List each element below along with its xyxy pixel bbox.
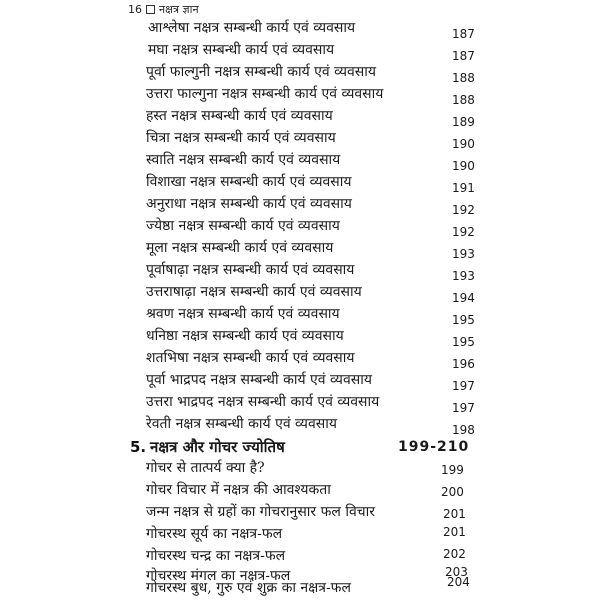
toc-entry — [0, 62, 600, 84]
toc-entry-title: शतभिषा नक्षत्र सम्बन्धी कार्य एवं व्यवसाय — [146, 350, 355, 366]
toc-entry-page: 187 — [452, 49, 475, 63]
toc-entry — [0, 502, 600, 524]
toc-entry-title: चित्रा नक्षत्र सम्बन्धी कार्य एवं व्यवसाय — [146, 130, 336, 146]
toc-entry-title: उत्तरा फाल्गुना नक्षत्र सम्बन्धी कार्य एवं व्यवसाय — [146, 86, 384, 102]
toc-entry — [0, 370, 600, 392]
toc-entry-page: 191 — [452, 181, 475, 195]
toc-entry-page: 192 — [452, 225, 475, 239]
toc-entry — [0, 458, 600, 480]
toc-entry-page: 203 — [445, 565, 468, 579]
page-number: 16 — [128, 3, 142, 16]
toc-entry — [0, 150, 600, 172]
toc-entry-page: 190 — [452, 137, 475, 151]
toc-entry-title: गोचरस्थ सूर्य का नक्षत्र-फल — [146, 526, 283, 542]
chapter-page-range: 199-210 — [398, 439, 470, 455]
chapter-title: नक्षत्र और गोचर ज्योतिष — [150, 438, 285, 456]
toc-entry-page: 198 — [452, 423, 475, 437]
toc-entry-title: गोचर से तात्पर्य क्या है? — [146, 460, 265, 476]
toc-entry-title: गोचर विचार में नक्षत्र की आवश्यकता — [146, 482, 331, 498]
toc-entry-title: मूला नक्षत्र सम्बन्धी कार्य एवं व्यवसाय — [146, 240, 334, 256]
toc-entry — [0, 128, 600, 150]
toc-entry — [0, 524, 600, 546]
book-title: नक्षत्र ज्ञान — [159, 3, 199, 16]
toc-entry-title: पूर्वा भाद्रपद नक्षत्र सम्बन्धी कार्य एवं व्यवसाय — [146, 372, 372, 388]
toc-entry-title: उत्तराषाढ़ा नक्षत्र सम्बन्धी कार्य एवं व्यवसाय — [146, 284, 362, 300]
toc-entry-page: 197 — [452, 379, 475, 393]
toc-entry-title: हस्त नक्षत्र सम्बन्धी कार्य एवं व्यवसाय — [146, 108, 333, 124]
toc-entry — [0, 260, 600, 282]
toc-entry-title: श्रवण नक्षत्र सम्बन्धी कार्य एवं व्यवसाय — [146, 306, 340, 322]
toc-entry — [0, 348, 600, 370]
toc-entry-page: 194 — [452, 291, 475, 305]
toc-entry — [0, 480, 600, 502]
toc-entry — [0, 282, 600, 304]
toc-entry — [0, 216, 600, 238]
toc-entry-page: 204 — [447, 575, 470, 589]
toc-entry — [0, 546, 600, 568]
toc-entry — [0, 18, 600, 40]
toc-entry-title: गोचरस्थ मंगल का नक्षत्र-फल — [146, 568, 291, 584]
toc-entry — [0, 392, 600, 414]
toc-entry-title: विशाखा नक्षत्र सम्बन्धी कार्य एवं व्यवसाय — [146, 174, 352, 190]
toc-entry — [0, 304, 600, 326]
toc-entry-page: 195 — [452, 335, 475, 349]
toc-entry-title: गोचरस्थ चन्द्र का नक्षत्र-फल — [146, 548, 286, 564]
toc-entry-page: 196 — [452, 357, 475, 371]
toc-entry-title: स्वाति नक्षत्र सम्बन्धी कार्य एवं व्यवसाय — [146, 152, 341, 168]
toc-entry-page: 190 — [452, 159, 475, 173]
toc-entry-page: 193 — [452, 269, 475, 283]
toc-entry-page: 189 — [452, 115, 475, 129]
toc-entry — [0, 172, 600, 194]
toc-entry-title: ज्येष्ठा नक्षत्र सम्बन्धी कार्य एवं व्यवसाय — [146, 218, 340, 234]
toc-entry — [0, 326, 600, 348]
toc-entry-title: उत्तरा भाद्रपद नक्षत्र सम्बन्धी कार्य एवं व्यवसाय — [146, 394, 380, 410]
toc-entry — [0, 106, 600, 128]
toc-entry-page: 202 — [443, 547, 466, 561]
toc-entry-page: 192 — [452, 203, 475, 217]
toc-entry-title: रेवती नक्षत्र सम्बन्धी कार्य एवं व्यवसाय — [146, 416, 337, 432]
toc-entry-title: पूर्वा फाल्गुनी नक्षत्र सम्बन्धी कार्य एवं व्यवसाय — [146, 64, 377, 80]
toc-entry — [0, 414, 600, 436]
toc-entry-page: 201 — [443, 525, 466, 539]
toc-entry-title: अनुराधा नक्षत्र सम्बन्धी कार्य एवं व्यवसाय — [146, 196, 352, 212]
toc-entry-page: 193 — [452, 247, 475, 261]
toc-entry-title: धनिष्ठा नक्षत्र सम्बन्धी कार्य एवं व्यवसाय — [146, 328, 344, 344]
chapter-heading — [0, 437, 600, 459]
toc-entry — [0, 194, 600, 216]
toc-entry-page: 200 — [441, 485, 464, 499]
toc-entry-page: 195 — [452, 313, 475, 327]
chapter-number: 5. — [130, 438, 147, 456]
toc-entry-title: जन्म नक्षत्र से ग्रहों का गोचरानुसार फल विचार — [146, 504, 375, 520]
toc-entry — [0, 40, 600, 62]
toc-entry-title: मघा नक्षत्र सम्बन्धी कार्य एवं व्यवसाय — [148, 42, 335, 58]
toc-entry-page: 201 — [443, 507, 466, 521]
toc-entry-page: 187 — [452, 27, 475, 41]
toc-entry — [0, 84, 600, 106]
toc-entry-page: 188 — [452, 71, 475, 85]
toc-entry-page: 197 — [452, 401, 475, 415]
toc-entry-page: 188 — [452, 93, 475, 107]
toc-entry-title: गोचरस्थ बुध, गुरु एवं शुक्र का नक्षत्र-फल — [146, 580, 351, 596]
toc-entry-title: पूर्वाषाढ़ा नक्षत्र सम्बन्धी कार्य एवं व्यवसाय — [146, 262, 355, 278]
toc-entry-page: 199 — [441, 463, 464, 477]
toc-entry-title: आश्लेषा नक्षत्र सम्बन्धी कार्य एवं व्यवसाय — [148, 20, 356, 36]
toc-entry — [0, 238, 600, 260]
